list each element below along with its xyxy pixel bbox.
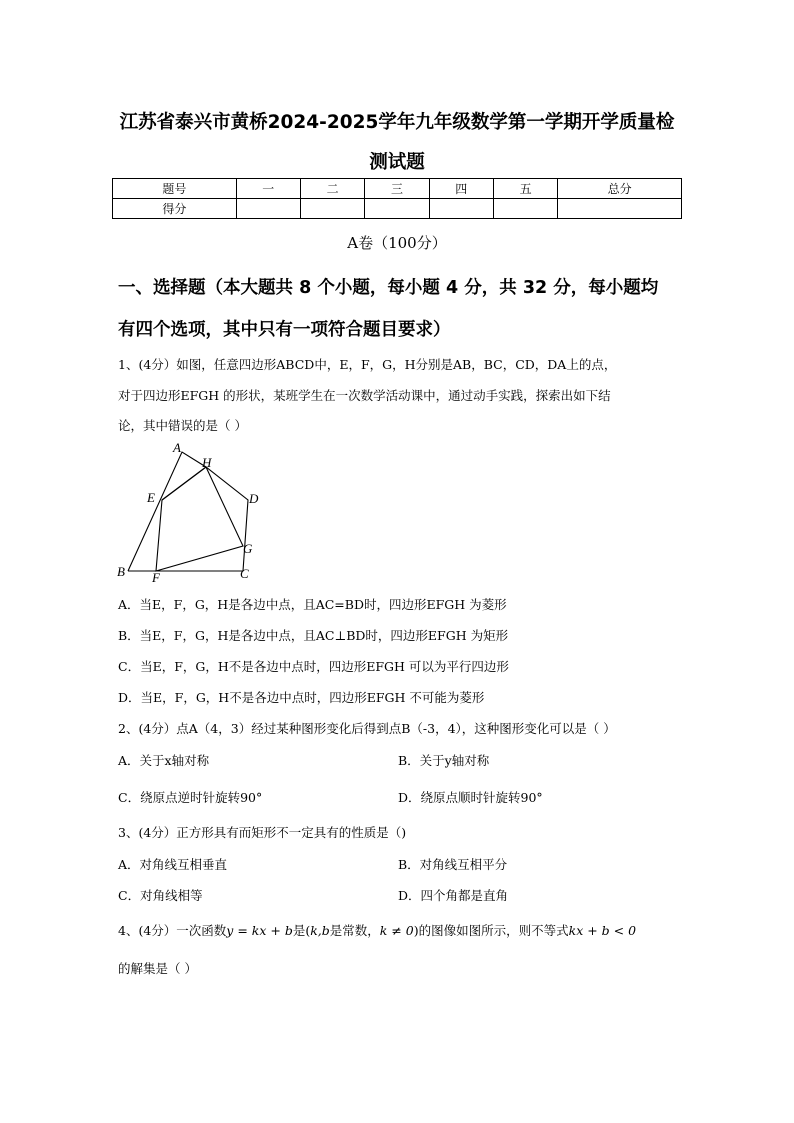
figure-label-f: F — [152, 570, 160, 585]
score-table-score-row — [113, 199, 682, 219]
exam-title-line1: 江苏省泰兴市黄桥2024-2025学年九年级数学第一学期开学质量检 — [119, 112, 675, 133]
q2-option-a[interactable]: A．关于x轴对称 — [118, 753, 210, 768]
q2-option-b[interactable]: B．关于y轴对称 — [398, 753, 490, 768]
figure-label-g: G — [243, 541, 253, 556]
score-cell: 五 — [493, 179, 557, 199]
q1-option-a[interactable]: A．当E，F，G，H是各边中点，且AC=BD时，四边形EFGH 为菱形 — [118, 597, 507, 612]
q1-option-d[interactable]: D．当E，F，G，H不是各边中点时，四边形EFGH 不可能为菱形 — [118, 690, 485, 705]
score-cell: 二 — [300, 179, 364, 199]
q4-inequality: kx + b < 0 — [568, 923, 637, 938]
q2-option-d[interactable]: D．绕原点顺时针旋转90° — [398, 790, 543, 805]
q3-option-c[interactable]: C．对角线相等 — [118, 888, 203, 903]
q2-option-c[interactable]: C．绕原点逆时针旋转90° — [118, 790, 263, 805]
score-entry-cell[interactable] — [236, 199, 300, 219]
q4-stem-part-d: )的图像如图所示，则不等式 — [413, 923, 569, 938]
q4-stem-line1 — [118, 921, 636, 939]
segment-eh — [162, 467, 206, 500]
figure-label-a: A — [173, 440, 181, 455]
q1-option-b[interactable]: B．当E，F，G，H是各边中点，且AC⊥BD时，四边形EFGH 为矩形 — [118, 628, 509, 643]
score-cell: 三 — [365, 179, 429, 199]
figure-label-e: E — [147, 490, 155, 505]
score-cell: 得分 — [113, 199, 237, 219]
score-table-header-row — [113, 179, 682, 199]
q3-option-b[interactable]: B．对角线互相平分 — [398, 857, 508, 872]
q4-equation-line: y = kx + b — [226, 923, 293, 938]
q4-stem-part-c: 是常数， — [329, 923, 380, 938]
figure-label-h: H — [202, 455, 212, 470]
score-cell: 一 — [236, 179, 300, 199]
figure-label-c: C — [240, 566, 249, 581]
score-entry-cell[interactable] — [558, 199, 682, 219]
q4-stem-line2: 的解集是（ ） — [118, 961, 197, 976]
score-cell: 总分 — [558, 179, 682, 199]
q2-stem: 2、(4分）点A（4，3）经过某种图形变化后得到点B（-3，4），这种图形变化可以是（ ） — [118, 721, 616, 736]
figure-label-d: D — [249, 491, 259, 506]
part1-heading-line2: 有四个选项，其中只有一项符合题目要求） — [118, 320, 451, 340]
q1-stem-line1: 1、(4分）如图，任意四边形ABCD中，E，F，G，H分别是AB，BC，CD，DA上的点， — [118, 357, 617, 372]
q3-option-d[interactable]: D．四个角都是直角 — [398, 888, 509, 903]
q3-option-a[interactable]: A．对角线互相垂直 — [118, 857, 228, 872]
score-entry-cell[interactable] — [300, 199, 364, 219]
quadrilateral-abcd — [128, 452, 248, 571]
part1-heading-line1: 一、选择题（本大题共 8 个小题，每小题 4 分，共 32 分，每小题均 — [118, 278, 659, 298]
figure-label-b: B — [117, 564, 125, 579]
q4-stem-part-b: 是( — [292, 923, 311, 938]
q3-stem: 3、(4分）正方形具有而矩形不一定具有的性质是（) — [118, 825, 407, 840]
q4-condition: k ≠ 0 — [379, 923, 414, 938]
q1-option-c[interactable]: C．当E，F，G，H不是各边中点时，四边形EFGH 可以为平行四边形 — [118, 659, 509, 674]
score-table — [112, 178, 682, 219]
q4-stem-part-a: 4、(4分）一次函数 — [118, 923, 227, 938]
quadrilateral-efgh — [156, 467, 243, 571]
q4-constants: k,b — [310, 923, 330, 938]
score-entry-cell[interactable] — [493, 199, 557, 219]
q1-stem-line3: 论，其中错误的是（ ） — [118, 418, 247, 433]
score-cell: 四 — [429, 179, 493, 199]
score-cell: 题号 — [113, 179, 237, 199]
exam-title-line2: 测试题 — [369, 152, 425, 173]
q1-stem-line2: 对于四边形EFGH 的形状，某班学生在一次数学活动课中，通过动手实践，探索出如下结 — [118, 388, 611, 403]
score-entry-cell[interactable] — [429, 199, 493, 219]
quadrilateral-figure — [116, 440, 266, 585]
score-entry-cell[interactable] — [365, 199, 429, 219]
section-a-heading: A卷（100分） — [347, 234, 447, 252]
